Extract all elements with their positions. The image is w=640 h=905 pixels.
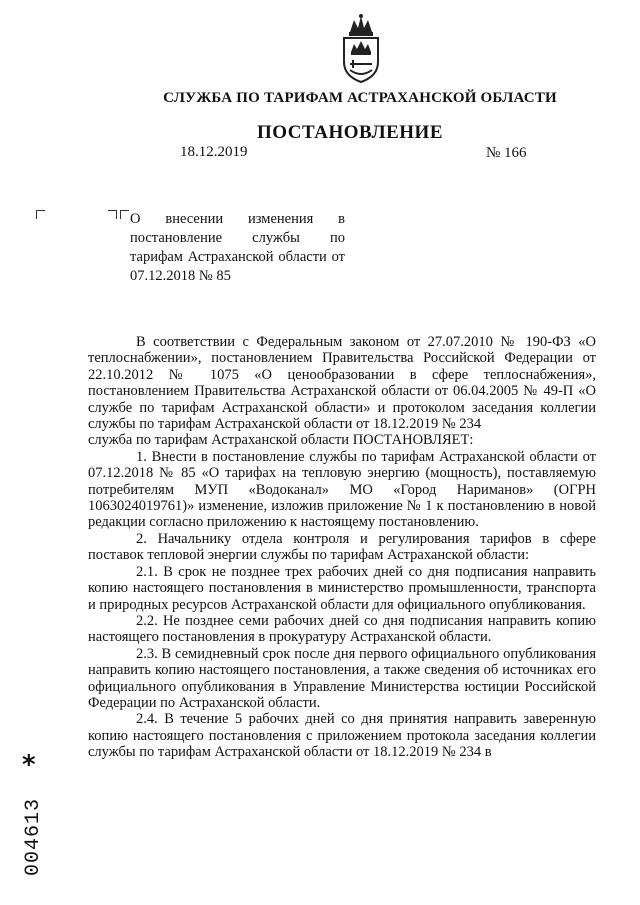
coat-of-arms-icon — [336, 12, 386, 84]
corner-bracket-mark — [36, 210, 45, 219]
corner-bracket-mark — [120, 210, 129, 219]
document-type-heading: ПОСТАНОВЛЕНИЕ — [256, 122, 444, 143]
body-paragraph: 2.1. В срок не позднее трех рабочих дней со дня подписания направить копию настоящего постановления в министерство промышленности, транспорта и природных ресурсов Астраханской области для официального опубликования. — [88, 563, 596, 613]
corner-bracket-mark — [108, 210, 117, 219]
organization-title: СЛУЖБА ПО ТАРИФАМ АСТРАХАНСКОЙ ОБЛАСТИ — [163, 90, 557, 106]
document-subject: О внесении изменения в постановление службы по тарифам Астраханской области от 07.12.2018 № 85 — [130, 211, 345, 284]
side-star-mark: * — [22, 750, 36, 780]
body-paragraph: 2. Начальнику отдела контроля и регулирования тарифов в сфере поставок тепловой энергии службы по тарифам Астраханской области: — [88, 530, 596, 564]
side-serial-number: 004613 — [22, 797, 45, 876]
body-paragraph: 2.2. Не позднее семи рабочих дней со дня подписания направить копию настоящего постановления в прокуратуру Астраханской области. — [88, 612, 596, 646]
body-paragraph: 2.3. В семидневный срок после дня первого официального опубликования направить копию настоящего постановления, а также сведения об источниках его официального опубликования в Управление Министерства юстиции Российской Федерации по Астраханской области. — [88, 645, 596, 711]
body-paragraph: В соответствии с Федеральным законом от 27.07.2010 № 190-ФЗ «О теплоснабжении», постановлением Правительства Российской Федерации от 22.10.2012 № 1075 «О ценообразовании в сфере теплоснабжения», постановлением Правительства Астраханской области от 06.04.2005 № 49-П «О службе по тарифам Астраханской области» и протоколом заседания коллегии службы по тарифам Астраханской области от 18.12.2019 № 234 — [88, 334, 596, 433]
document-number: № 166 — [486, 145, 527, 161]
body-paragraph: служба по тарифам Астраханской области ПОСТАНОВЛЯЕТ: — [88, 432, 474, 449]
body-paragraph: 1. Внести в постановление службы по тарифам Астраханской области от 07.12.2018 № 85 «О тарифах на тепловую энергию (мощность), поставляемую потребителям МУП «Водоканал» МО «Город Нариманов» (ОГРН 1063024019761)» изменение, изложив приложение № 1 к постановлению в новой редакции согласно приложению к настоящему постановлению. — [88, 448, 596, 531]
document-body — [88, 334, 596, 761]
body-paragraph: 2.4. В течение 5 рабочих дней со дня принятия направить заверенную копию настоящего постановления с приложением протокола заседания коллегии службы по тарифам Астраханской области от 18.12.2019 № 234 в — [88, 711, 596, 761]
document-date: 18.12.2019 — [180, 144, 248, 160]
